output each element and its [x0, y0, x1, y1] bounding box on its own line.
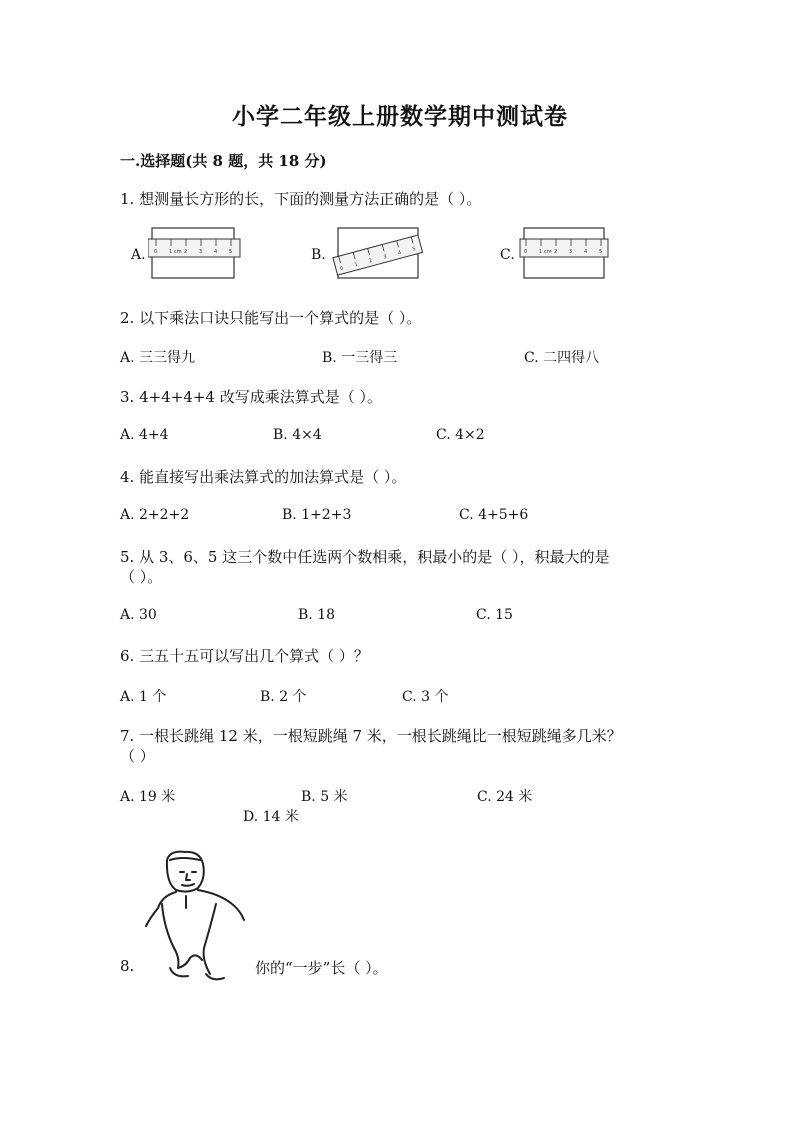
ruler-a-tick-label: 1 — [169, 249, 173, 255]
option-1c-label: C. — [500, 247, 515, 263]
ruler-c-tick-label: 5 — [599, 249, 603, 255]
option-3b: B. 4×4 — [273, 427, 322, 443]
option-7d: D. 14 米 — [243, 809, 299, 825]
ruler-b-tick-label: 3 — [382, 253, 388, 261]
question-4: 4. 能直接写出乘法算式的加法算式是（ ）。 — [120, 468, 407, 486]
walking-person-illustration — [140, 848, 255, 988]
option-4b: B. 1+2+3 — [282, 507, 352, 523]
option-1b-label: B. — [311, 247, 326, 263]
ruler-a-tick-label: 0 — [154, 249, 158, 255]
option-6c: C. 3 个 — [402, 689, 449, 705]
option-2c: C. 二四得八 — [524, 350, 600, 366]
question-5: 5. 从 3、6、5 这三个数中任选两个数相乘，积最小的是（ ），积最大的是 — [120, 548, 610, 566]
section-heading: 一.选择题(共 8 题，共 18 分) — [120, 152, 327, 170]
question-7-continued: （ ） — [120, 747, 155, 765]
ruler-b-tick-label: 4 — [397, 249, 402, 257]
ruler-a-unit: cm — [174, 249, 182, 255]
option-5b: B. 18 — [298, 607, 336, 623]
ruler-a-tick-label: 2 — [184, 249, 188, 255]
option-5c: C. 15 — [476, 607, 513, 623]
option-4c: C. 4+5+6 — [459, 507, 529, 523]
ruler-c-tick-label: 1 — [539, 249, 543, 255]
ruler-figure-a — [148, 222, 243, 282]
question-8-number: 8. — [120, 957, 135, 975]
option-3c: C. 4×2 — [436, 427, 485, 443]
option-1a-label: A. — [131, 247, 146, 263]
question-8: 你的“一步”长（ ）。 — [255, 959, 388, 977]
ruler-a-tick-label: 4 — [214, 249, 218, 255]
question-1: 1. 想测量长方形的长，下面的测量方法正确的是（ ）。 — [120, 190, 482, 208]
ruler-c-tick-label: 4 — [584, 249, 588, 255]
option-2b: B. 一三得三 — [322, 350, 398, 366]
ruler-c-tick-label: 2 — [554, 249, 558, 255]
ruler-b-tick-label: 0 — [339, 265, 344, 273]
option-5a: A. 30 — [120, 607, 157, 623]
ruler-b-tick-label: 1 — [353, 261, 359, 269]
ruler-figure-c — [518, 222, 613, 282]
ruler-b-tick-label: 2 — [368, 257, 373, 265]
ruler-a-tick-label: 5 — [229, 249, 233, 255]
option-4a: A. 2+2+2 — [120, 507, 190, 523]
question-3: 3. 4+4+4+4 改写成乘法算式是（ ）。 — [120, 388, 382, 406]
ruler-figure-b — [332, 222, 427, 282]
question-6: 6. 三五十五可以写出几个算式（ ）？ — [120, 647, 369, 665]
option-7b: B. 5 米 — [301, 789, 348, 805]
question-7: 7. 一根长跳绳 12 米，一根短跳绳 7 米，一根长跳绳比一根短跳绳多几米？ — [120, 727, 622, 745]
question-5-continued: （ ）。 — [120, 568, 163, 586]
option-6b: B. 2 个 — [260, 689, 307, 705]
ruler-b-tick-label: 5 — [411, 246, 417, 253]
option-3a: A. 4+4 — [120, 427, 169, 443]
ruler-c-tick-label: 0 — [524, 249, 528, 255]
page-title: 小学二年级上册数学期中测试卷 — [232, 103, 568, 130]
option-7a: A. 19 米 — [120, 789, 176, 805]
ruler-a-tick-label: 3 — [199, 249, 203, 255]
ruler-c-unit: cm — [544, 249, 552, 255]
option-6a: A. 1 个 — [120, 689, 167, 705]
option-2a: A. 三三得九 — [120, 350, 196, 366]
option-7c: C. 24 米 — [477, 789, 533, 805]
question-2: 2. 以下乘法口诀只能写出一个算式的是（ ）。 — [120, 309, 422, 327]
ruler-c-tick-label: 3 — [569, 249, 573, 255]
